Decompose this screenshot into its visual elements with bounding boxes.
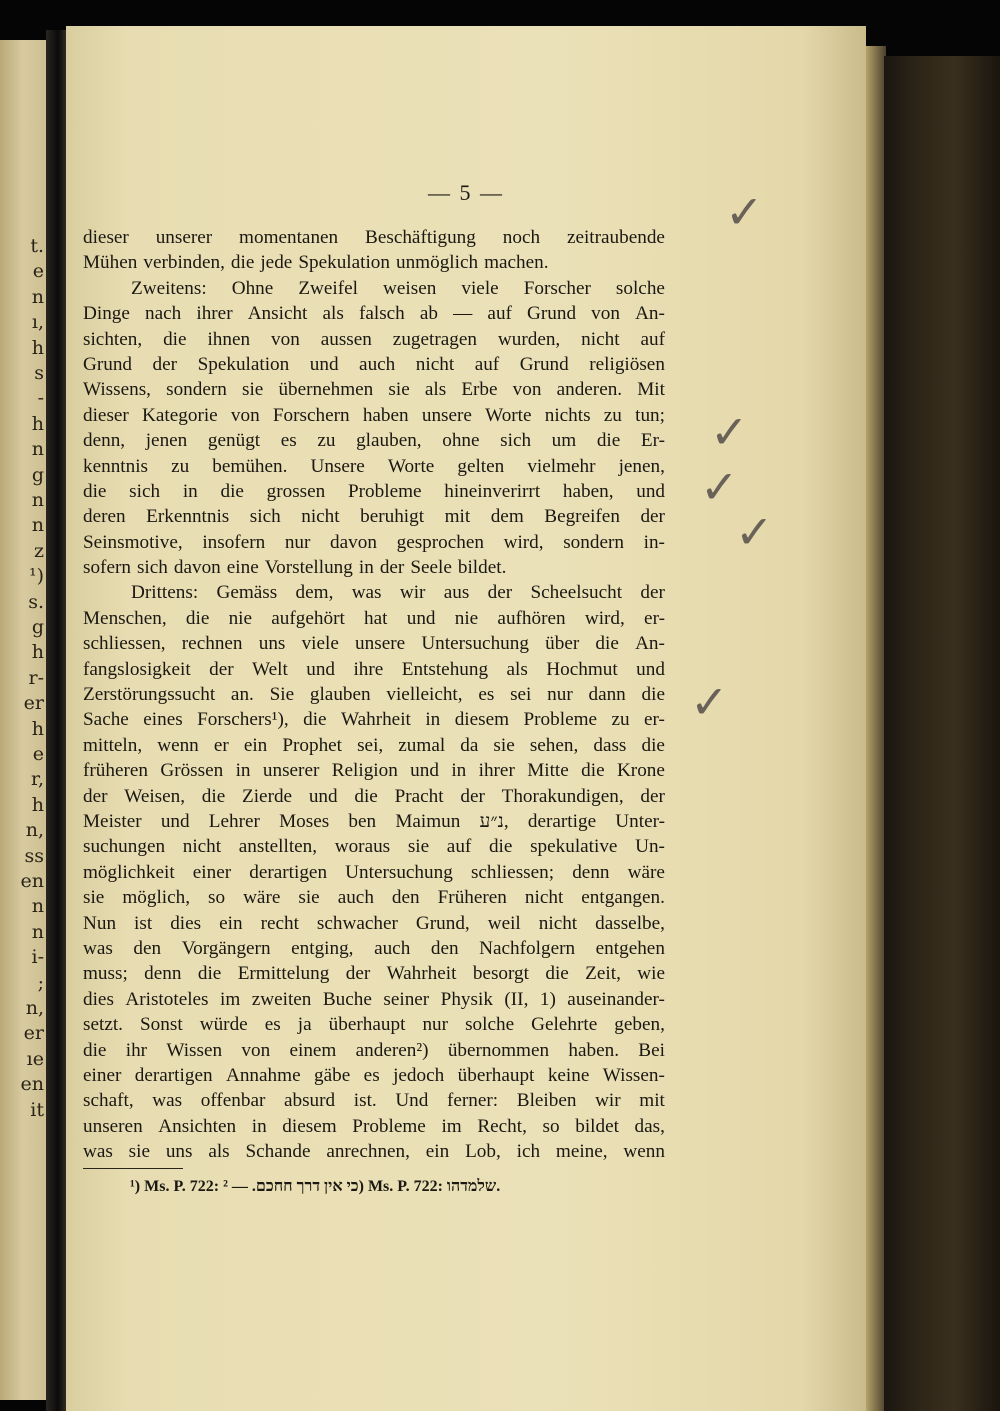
page-edge <box>866 46 886 1411</box>
pencil-check-mark: ✓ <box>710 405 749 459</box>
pencil-check-mark: ✓ <box>725 185 764 239</box>
left-page-fragment: n, <box>25 819 44 842</box>
text-line: sie möglich, so wäre sie auch den Früheren nicht entgangen. <box>83 887 665 909</box>
text-line: früheren Grössen in unserer Religion und in ihrer Mitte die Krone <box>83 760 665 782</box>
left-page-fragment: h <box>31 336 44 359</box>
text-line: Mühen verbinden, die jede Spekulation unmöglich machen. <box>83 252 549 274</box>
left-page-fragment: en <box>20 1073 44 1096</box>
left-page-fragment: n <box>31 285 44 308</box>
text-line: einer derartigen Annahme gäbe es jedoch überhaupt keine Wissen- <box>83 1064 665 1086</box>
left-page-fragment: s <box>34 362 44 384</box>
text-line: Meister und Lehrer Moses ben Maimun נ״ע, derartige Unter- <box>83 810 665 832</box>
left-page-fragment: ı, <box>31 311 44 334</box>
pencil-check-mark: ✓ <box>700 460 739 514</box>
text-line: Grund der Spekulation und auch nicht auf Grund religiösen <box>83 353 665 375</box>
text-line: kenntnis zu bemühen. Unsere Worte gelten vielmehr jenen, <box>83 455 665 477</box>
left-page-fragment: h <box>31 412 44 435</box>
left-page-fragment: z <box>33 539 44 562</box>
text-line: dies Aristoteles im zweiten Buche seiner Physik (II, 1) auseinander- <box>83 988 665 1010</box>
left-page-fragment: r- <box>28 666 44 689</box>
text-line: Menschen, die nie aufgehört hat und nie aufhören wird, er- <box>83 607 665 629</box>
left-page-fragment: s. <box>28 590 44 613</box>
text-line: Drittens: Gemäss dem, was wir aus der Scheelsucht der <box>131 582 665 604</box>
left-page-fragment: h <box>31 793 44 816</box>
left-page-fragment: ¹) <box>28 565 44 588</box>
left-page-fragment: er <box>23 1022 44 1045</box>
book-cover <box>884 56 1000 1411</box>
text-line: schaft, was offenbar absurd ist. Und ferner: Bleiben wir mit <box>83 1090 665 1112</box>
text-line: unseren Ansichten in diesem Probleme im Recht, so bildet das, <box>83 1115 665 1137</box>
left-page-fragment: en <box>20 870 44 892</box>
left-page-fragment: it <box>30 1098 44 1121</box>
page-number: — 5 — <box>428 180 504 205</box>
left-page-fragment: n <box>31 514 44 537</box>
text-line: die sich in die grossen Probleme hineinverirrt haben, und <box>83 480 665 502</box>
text-line: suchungen nicht anstellten, woraus sie auf die spekulative Un- <box>83 836 665 858</box>
text-line: mitteln, wenn er ein Prophet sei, zumal da sie sehen, dass die <box>83 734 665 756</box>
left-page-fragment: n, <box>25 997 44 1019</box>
left-page-fragment: n <box>31 438 44 461</box>
text-line: die ihr Wissen von einem anderen²) übernommen haben. Bei <box>83 1039 665 1061</box>
text-line: denn, jenen genügt es zu glauben, ohne sich um die Er- <box>83 430 665 452</box>
text-line: sichten, die ihnen von aussen zugetragen wurden, nicht auf <box>83 328 665 350</box>
text-line: der Weisen, die Zierde und die Pracht der Thorakundigen, der <box>83 785 665 807</box>
left-page-fragment: g <box>31 616 44 638</box>
left-page-fragment: n <box>31 489 44 511</box>
text-line: möglichkeit einer derartigen Untersuchung schliessen; denn wäre <box>83 861 665 883</box>
left-page-fragment: r, <box>30 768 44 791</box>
left-page-fragment: er <box>23 692 44 715</box>
left-page-fragment: n <box>31 895 44 918</box>
left-page-fragment: g <box>31 463 44 486</box>
left-page-fragment: - <box>37 387 44 410</box>
text-line: was sie uns als Schande anrechnen, ein Lob, ich meine, wenn <box>83 1141 665 1163</box>
text-line: setzt. Sonst würde es ja überhaupt nur solche Gelehrte geben, <box>83 1014 665 1036</box>
left-page-fragment: ; <box>37 971 44 994</box>
text-line: dieser Kategorie von Forschern haben unsere Worte nichts zu tun; <box>83 404 665 426</box>
book-gutter <box>46 30 68 1411</box>
text-line: schliessen, rechnen uns viele unsere Untersuchung über die An- <box>83 633 665 655</box>
footnote: ¹) Ms. P. 722: כי אין דרך חחכם. — ²) Ms. P. 722: שלמדהו. <box>130 1178 501 1195</box>
left-page-fragment: h <box>31 717 44 740</box>
pencil-check-mark: ✓ <box>735 505 774 559</box>
text-line: Zerstörungssucht an. Sie glauben vielleicht, es sei nur dann die <box>83 684 665 706</box>
text-line: Dinge nach ihrer Ansicht als falsch ab — auf Grund von An- <box>83 303 665 325</box>
text-line: sofern sich davon eine Vorstellung in der Seele bildet. <box>83 557 507 579</box>
text-line: fangslosigkeit der Welt und ihre Entstehung als Hochmut und <box>83 658 665 680</box>
footnote-rule <box>83 1168 183 1169</box>
left-facing-page <box>0 40 46 1400</box>
left-page-fragment: ıe <box>26 1047 44 1070</box>
text-line: Zweitens: Ohne Zweifel weisen viele Forscher solche <box>131 277 665 299</box>
pencil-check-mark: ✓ <box>690 675 729 729</box>
text-line: muss; denn die Ermittelung der Wahrheit besorgt die Zeit, wie <box>83 963 665 985</box>
left-page-fragment: e <box>32 260 44 283</box>
text-line: Seinsmotive, insofern nur davon gesprochen wird, sondern in- <box>83 531 665 553</box>
text-line: was den Vorgängern entging, auch den Nachfolgern entgehen <box>83 937 665 959</box>
text-line: Sache eines Forschers¹), die Wahrheit in diesem Probleme zu er- <box>83 709 665 731</box>
left-page-fragment: e <box>32 743 44 765</box>
left-page-fragment: h <box>31 641 44 664</box>
text-line: Nun ist dies ein recht schwacher Grund, weil nicht dasselbe, <box>83 912 665 934</box>
text-line: deren Erkenntnis sich nicht beruhigt mit dem Begreifen der <box>83 506 665 528</box>
left-page-fragment: ss <box>24 844 44 867</box>
text-line: Wissens, sondern sie übernehmen sie als Erbe von anderen. Mit <box>83 379 665 401</box>
left-page-fragment: i- <box>31 946 44 969</box>
left-page-fragment: n <box>31 920 44 943</box>
left-page-fragment: t. <box>30 235 44 257</box>
text-line: dieser unserer momentanen Beschäftigung noch zeitraubende <box>83 227 665 248</box>
body-text <box>83 225 665 1164</box>
